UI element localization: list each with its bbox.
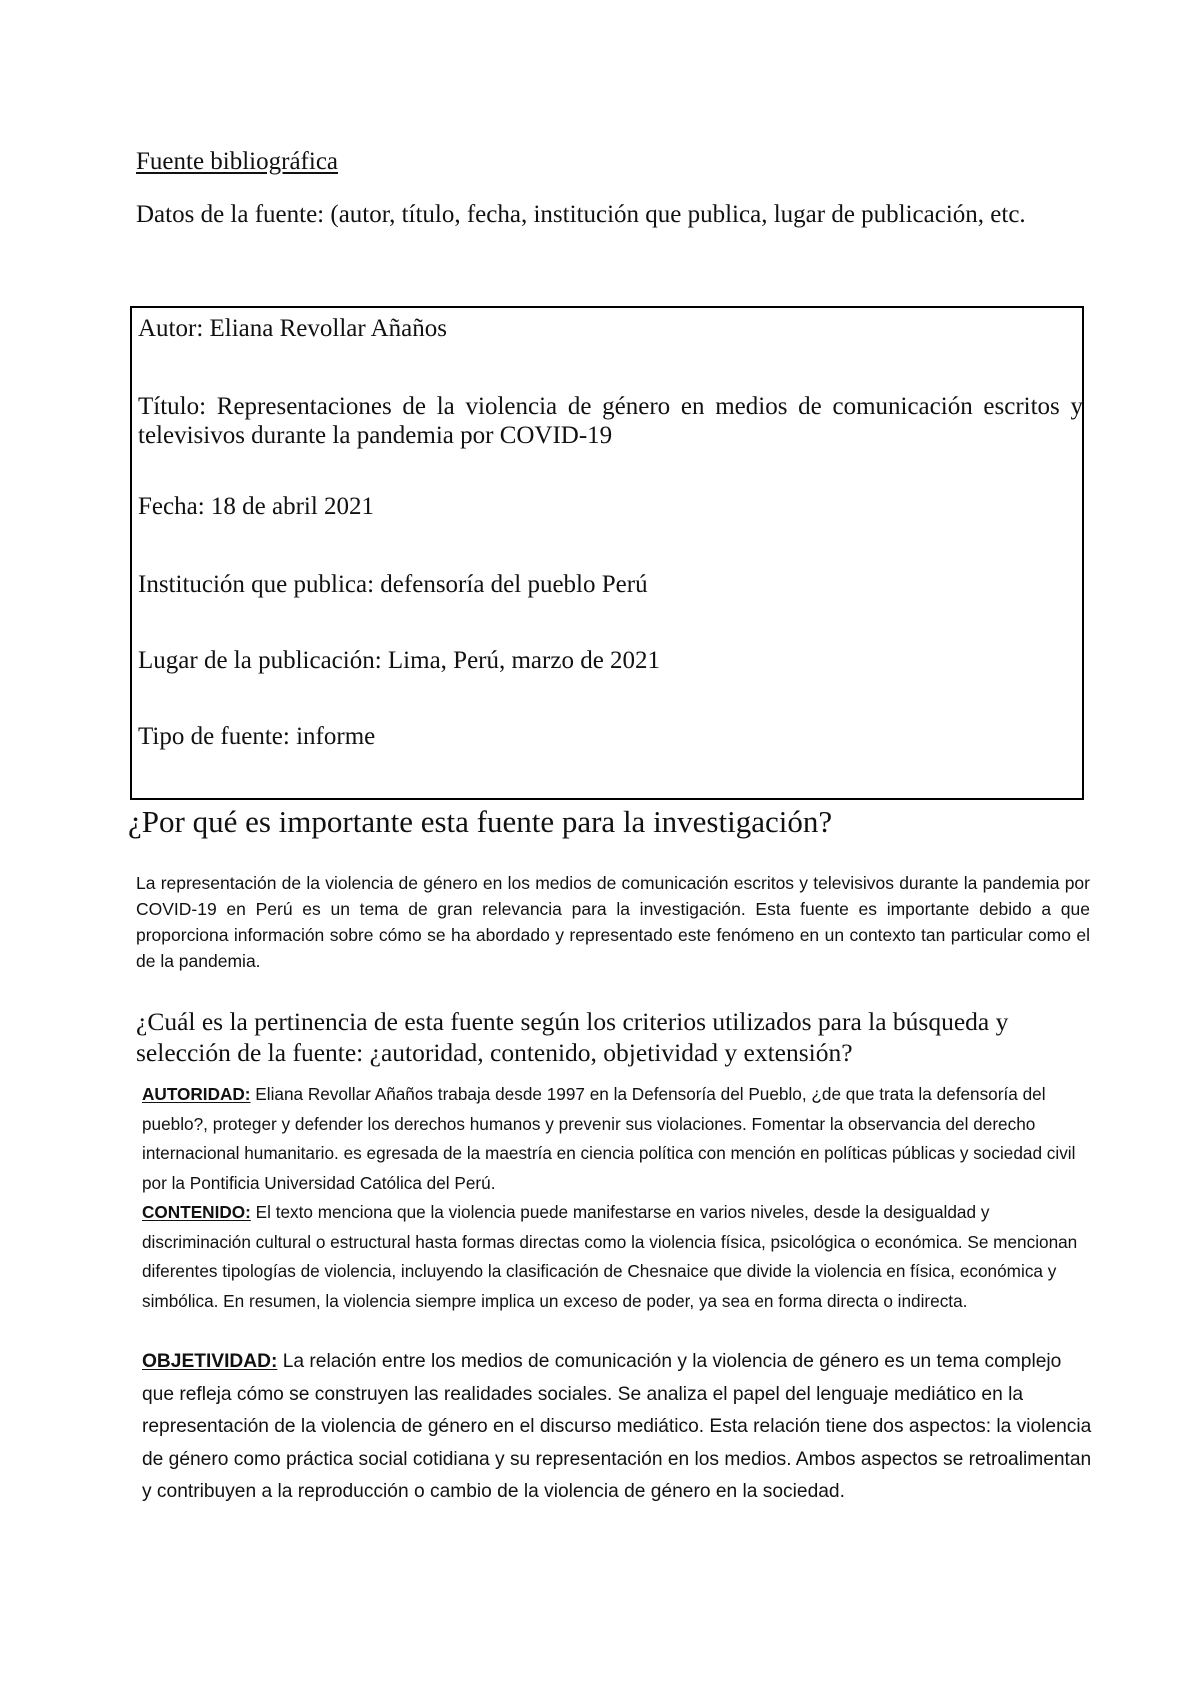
criterion-objetividad <box>142 1346 1092 1509</box>
criterion-label: AUTORIDAD: <box>142 1084 251 1104</box>
criterion-label: CONTENIDO: <box>142 1202 251 1222</box>
criterion-text: Eliana Revollar Añaños trabaja desde 1997 en la Defensoría del Pueblo, ¿de que trata la defensoría del pueblo?, proteger y defender los derechos humanos y prevenir sus violaciones. Fomentar la observancia del derecho internacional humanitario. es egresada de la maestría en ciencia política con mención en políticas públicas y sociedad civil por la Pontificia Universidad Católica del Perú. <box>142 1084 1076 1193</box>
pertinence-question: ¿Cuál es la pertinencia de esta fuente según los criterios utilizados para la búsqueda y selección de la fuente: ¿autoridad, contenido, objetividad y extensión? <box>136 1007 1009 1067</box>
section-title: Fuente bibliográfica <box>136 148 339 175</box>
criterion-autoridad <box>142 1080 1092 1198</box>
source-date: Fecha: 18 de abril 2021 <box>138 493 375 520</box>
source-title: Título: Representaciones de la violencia de género en medios de comunicación escritos y televisivos durante la pandemia por COVID-19 <box>138 393 1083 449</box>
source-institution: Institución que publica: defensoría del pueblo Perú <box>138 571 648 598</box>
source-place: Lugar de la publicación: Lima, Perú, marzo de 2021 <box>138 647 661 674</box>
source-details-box <box>130 306 1084 800</box>
criterion-label: OBJETIVIDAD: <box>142 1351 278 1372</box>
source-author: Autor: Eliana Revollar Añaños <box>138 315 447 342</box>
source-type: Tipo de fuente: informe <box>138 723 376 750</box>
criterion-text: La relación entre los medios de comunicación y la violencia de género es un tema complejo que refleja cómo se construyen las realidades sociales. Se analiza el papel del lenguaje mediático en la representación de la violencia de género en el discurso mediático. Esta relación tiene dos aspectos: la violencia de género como práctica social cotidiana y su representación en los medios. Ambos aspectos se retroalimentan y contribuyen a la reproducción o cambio de la violencia de género en la sociedad. <box>142 1351 1092 1502</box>
criterion-contenido <box>142 1198 1092 1316</box>
importance-answer: La representación de la violencia de género en los medios de comunicación escritos y televisivos durante la pandemia por COVID-19 en Perú es un tema de gran relevancia para la investigación. Esta fuente es importante debido a que proporciona información sobre cómo se ha abordado y representado este fenómeno en un contexto tan particular como el de la pandemia. <box>136 873 1090 971</box>
importance-question: ¿Por qué es importante esta fuente para la investigación? <box>128 804 833 839</box>
source-data-intro: Datos de la fuente: (autor, título, fecha, institución que publica, lugar de publicación, etc. <box>136 201 1026 228</box>
criterion-text: El texto menciona que la violencia puede manifestarse en varios niveles, desde la desigualdad y discriminación cultural o estructural hasta formas directas como la violencia física, psicológica o económica. Se mencionan diferentes tipologías de violencia, incluyendo la clasificación de Chesnaice que divide la violencia en física, económica y simbólica. En resumen, la violencia siempre implica un exceso de poder, ya sea en forma directa o indirecta. <box>142 1202 1078 1311</box>
